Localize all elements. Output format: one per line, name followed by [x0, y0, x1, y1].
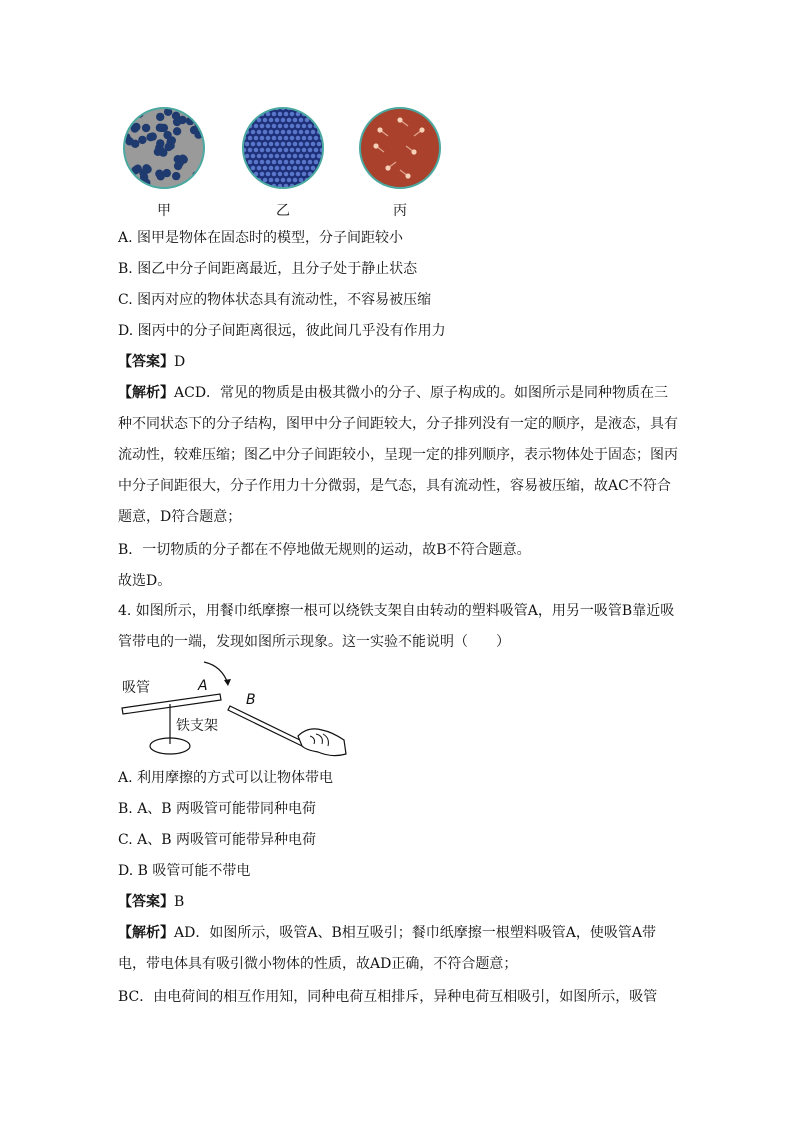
straw-label: 吸管: [122, 680, 150, 696]
solid-model-image: [241, 106, 325, 190]
molecule-dot: [296, 148, 301, 153]
molecule-dot: [314, 160, 319, 165]
molecule-dot: [287, 154, 292, 159]
molecule-dot: [142, 124, 150, 132]
molecule-dot: [242, 184, 247, 189]
molecule-dot: [242, 172, 247, 177]
q4-analysis-bc: BC．由电荷间的相互作用知，同种电荷互相排斥，异种电荷互相吸引，如图所示，吸管: [118, 989, 658, 1005]
molecule-dot: [248, 136, 253, 141]
molecule-dot: [251, 178, 256, 183]
molecule-dot: [296, 124, 301, 129]
molecule-dot: [299, 106, 304, 110]
molecule-dot: [248, 148, 253, 153]
molecule-dot: [311, 178, 316, 183]
analysis-tag: 【解析】: [118, 925, 174, 941]
answer-tag: 【答案】: [118, 894, 174, 910]
molecule-dot: [299, 142, 304, 147]
figure-label-jia: 甲: [157, 203, 171, 219]
molecule-dot: [272, 112, 277, 117]
molecule-dot: [266, 172, 271, 177]
gas-model-image: [358, 106, 442, 190]
molecule-dot: [245, 118, 250, 123]
liquid-model-image: [122, 106, 206, 190]
molecule-dot: [284, 148, 289, 153]
q4-option-a: A. 利用摩擦的方式可以让物体带电: [118, 770, 334, 786]
molecule-dot: [317, 178, 322, 183]
molecule-dot: [172, 172, 180, 180]
molecule-dot: [308, 136, 313, 141]
molecule-dot: [287, 166, 292, 171]
molecule-dot: [281, 166, 286, 171]
molecule-dot: [128, 176, 136, 184]
molecule-dot: [308, 112, 313, 117]
molecule-dot: [293, 142, 298, 147]
molecule-dot: [269, 178, 274, 183]
molecule-dot: [272, 148, 277, 153]
molecule-dot: [254, 184, 259, 189]
molecule-dot: [275, 166, 280, 171]
molecule-dot: [173, 127, 181, 135]
molecule-dot: [323, 118, 325, 123]
molecule-dot: [317, 106, 322, 110]
molecule-dot: [272, 136, 277, 141]
molecule-dot: [287, 142, 292, 147]
molecule-dot: [275, 130, 280, 135]
arrow-head-icon: [224, 679, 231, 686]
analysis-tag: 【解析】: [118, 385, 174, 401]
analysis-text: ACD．常见的物质是由极其微小的分子、原子构成的。如图所示是同种物质在三种不同状态下的分子结构，图甲中分子间距较大，分子排列没有一定的顺序，是液态，具有流动性，较难压缩；图乙中分子间距较小，呈现一定的排列顺序，表示物体处于固态；图丙中分子间距很大，分子作用力十分微弱，是气态，具有流动性，容易被压缩，故AC不符合题意，D符合题意；: [118, 385, 678, 525]
molecule-dot: [254, 148, 259, 153]
molecule-dot: [176, 159, 184, 167]
molecule-dot: [263, 178, 268, 183]
molecule-dot: [290, 160, 295, 165]
molecule-dot: [272, 160, 277, 165]
q4-answer: [118, 892, 184, 912]
molecule-dot: [317, 154, 322, 159]
molecule-dot: [281, 154, 286, 159]
molecule-dot: [275, 118, 280, 123]
molecule-dot: [284, 160, 289, 165]
molecule-dot: [266, 160, 271, 165]
molecule-dot: [254, 160, 259, 165]
molecule-dot: [241, 166, 243, 171]
q3-option-b: B. 图乙中分子间距离最近，且分子处于静止状态: [118, 261, 418, 277]
molecule-dot: [305, 106, 310, 110]
molecule-dot: [266, 124, 271, 129]
molecule-dot: [284, 124, 289, 129]
molecule-dot: [146, 133, 154, 141]
figure-label-yi: 乙: [276, 203, 290, 219]
molecule-dot: [245, 154, 250, 159]
molecule-dot: [257, 130, 262, 135]
molecule-dot: [323, 166, 325, 171]
molecule-dot: [299, 118, 304, 123]
molecule-dot: [284, 136, 289, 141]
answer-value: B: [174, 894, 185, 910]
straw-a: [122, 694, 221, 714]
molecule-dot: [296, 172, 301, 177]
molecule-dot: [317, 118, 322, 123]
molecule-dot: [275, 154, 280, 159]
molecule-dot: [314, 112, 319, 117]
q3-analysis: [118, 378, 678, 533]
molecule-dot: [257, 106, 262, 110]
molecule-dot: [269, 118, 274, 123]
molecule-dot: [320, 172, 325, 177]
label-b: B: [246, 692, 256, 708]
molecule-dot: [278, 148, 283, 153]
molecule-dot: [320, 124, 325, 129]
molecule-dot: [278, 172, 283, 177]
molecule-figure: [118, 106, 458, 219]
molecule-dot: [248, 112, 253, 117]
answer-tag: 【答案】: [118, 354, 174, 370]
molecule-dot: [139, 169, 147, 177]
molecule-dot: [299, 178, 304, 183]
molecule-dot: [299, 166, 304, 171]
molecule-dot: [281, 130, 286, 135]
molecule-dot: [302, 148, 307, 153]
molecule-dot: [323, 106, 325, 110]
molecule-dot: [305, 130, 310, 135]
molecule-dot: [320, 112, 325, 117]
stand-label: 铁支架: [176, 718, 218, 734]
molecule-dot: [302, 160, 307, 165]
molecule-dot: [290, 136, 295, 141]
molecule-dot: [263, 118, 268, 123]
molecule-dot: [266, 148, 271, 153]
answer-value: D: [174, 354, 186, 370]
molecule-dot: [260, 184, 265, 189]
molecule-dot: [245, 142, 250, 147]
molecule-dot: [299, 154, 304, 159]
molecule-dot: [241, 178, 243, 183]
molecule-dot: [257, 166, 262, 171]
molecule-dot: [269, 130, 274, 135]
molecule-dot: [314, 148, 319, 153]
molecule-dot: [275, 178, 280, 183]
molecule-dot: [158, 124, 166, 132]
molecule-dot: [242, 112, 247, 117]
straw-b: [228, 706, 304, 746]
molecule-dot: [308, 160, 313, 165]
molecule-dot: [254, 112, 259, 117]
molecule-dot: [323, 178, 325, 183]
q3-conclusion: 故选D。: [118, 573, 172, 589]
analysis-text: AD．如图所示，吸管A、B相互吸引；餐巾纸摩擦一根塑料吸管A，使吸管A带电，带电体具有吸引微小物体的性质，故AD正确，不符合题意；: [118, 925, 656, 972]
molecule-dot: [263, 106, 268, 110]
molecule-dot: [302, 124, 307, 129]
molecule-dot: [287, 178, 292, 183]
molecule-dot: [305, 142, 310, 147]
molecule-dot: [260, 160, 265, 165]
q4-analysis: [118, 918, 678, 980]
molecule-dot: [314, 136, 319, 141]
q3-option-c: C. 图丙对应的物体状态具有流动性，不容易被压缩: [118, 292, 432, 308]
molecule-dot: [287, 130, 292, 135]
molecule-dot: [266, 136, 271, 141]
molecule-dot: [311, 142, 316, 147]
molecule-dot: [263, 166, 268, 171]
molecule-dot: [293, 118, 298, 123]
rotation-arrow-icon: [204, 662, 228, 684]
molecule-dot: [305, 154, 310, 159]
molecule-dot: [257, 154, 262, 159]
molecule-dot: [257, 142, 262, 147]
molecule-dot: [308, 148, 313, 153]
molecule-dot: [260, 172, 265, 177]
molecule-dot: [284, 112, 289, 117]
molecule-dot: [132, 123, 140, 131]
molecule-dot: [241, 106, 243, 110]
molecule-dot: [293, 166, 298, 171]
molecule-dot: [269, 142, 274, 147]
molecule-dot: [293, 178, 298, 183]
molecule-dot: [281, 142, 286, 147]
molecule-dot: [269, 166, 274, 171]
molecule-dot: [293, 130, 298, 135]
molecule-dot: [156, 139, 164, 147]
figure-label-bing: 丙: [393, 203, 407, 219]
q4-option-b: B. A、B 两吸管可能带同种电荷: [118, 801, 317, 817]
molecule-dot: [248, 160, 253, 165]
molecule-dot: [272, 172, 277, 177]
molecule-dot: [308, 124, 313, 129]
molecule-dot: [284, 172, 289, 177]
molecule-dot: [311, 106, 316, 110]
q3-option-a: A. 图甲是物体在固态时的模型，分子间距较小: [118, 230, 404, 246]
molecule-dot: [241, 118, 243, 123]
molecule-dot: [128, 107, 136, 115]
molecule-dot: [299, 130, 304, 135]
molecule-dot: [296, 136, 301, 141]
molecule-dot: [302, 136, 307, 141]
molecule-dot: [311, 154, 316, 159]
molecule-dot: [260, 136, 265, 141]
molecule-dot: [254, 124, 259, 129]
molecule-dot: [290, 172, 295, 177]
molecule-dot: [275, 142, 280, 147]
molecule-dot: [166, 142, 174, 150]
straw-experiment-figure: [118, 656, 358, 766]
molecule-dot: [263, 130, 268, 135]
molecule-dot: [251, 154, 256, 159]
molecule-dot: [287, 118, 292, 123]
molecule-dot: [245, 178, 250, 183]
molecule-dot: [281, 178, 286, 183]
q4-option-d: D. B 吸管可能不带电: [118, 863, 251, 879]
molecule-dot: [251, 142, 256, 147]
molecule-dot: [263, 154, 268, 159]
molecule-dot: [302, 184, 307, 189]
molecule-dot: [290, 112, 295, 117]
molecule-dot: [296, 160, 301, 165]
q4-option-c: C. A、B 两吸管可能带异种电荷: [118, 832, 316, 848]
molecule-dot: [278, 124, 283, 129]
molecule-dot: [278, 112, 283, 117]
molecule-dot: [302, 172, 307, 177]
molecule-dot: [311, 130, 316, 135]
molecule-dot: [308, 184, 313, 189]
molecule-dot: [278, 136, 283, 141]
molecule-dot: [260, 148, 265, 153]
q3-answer: [118, 352, 185, 372]
molecule-dot: [320, 184, 325, 189]
molecule-dot: [248, 184, 253, 189]
label-a: A: [198, 678, 208, 694]
molecule-dot: [251, 130, 256, 135]
q3-option-d: D. 图丙中的分子间距离很远，彼此间几乎没有作用力: [118, 323, 446, 339]
molecule-dot: [254, 136, 259, 141]
q3-analysis-b: B．一切物质的分子都在不停地做无规则的运动，故B不符合题意。: [118, 542, 531, 558]
molecule-dot: [278, 160, 283, 165]
molecule-dot: [323, 130, 325, 135]
molecule-dot: [269, 154, 274, 159]
molecule-dot: [263, 142, 268, 147]
molecule-dot: [251, 106, 256, 110]
molecule-dot: [129, 181, 137, 189]
molecule-dot: [241, 130, 243, 135]
molecule-dot: [314, 184, 319, 189]
molecule-dot: [245, 106, 250, 110]
molecule-dot: [138, 136, 146, 144]
q4-stem: 4. 如图所示，用餐巾纸摩擦一根可以绕铁支架自由转动的塑料吸管A，用另一吸管B靠近吸管带电的一端，发现如图所示现象。这一实验不能说明（ ）: [118, 603, 675, 650]
molecule-dot: [281, 118, 286, 123]
molecule-dot: [290, 124, 295, 129]
molecule-dot: [193, 180, 201, 188]
molecule-dot: [251, 166, 256, 171]
molecule-dot: [178, 116, 186, 124]
molecule-dot: [293, 154, 298, 159]
molecule-dot: [272, 124, 277, 129]
molecule-dot: [260, 124, 265, 129]
molecule-dot: [163, 169, 171, 177]
molecule-dot: [305, 166, 310, 171]
molecule-dot: [317, 142, 322, 147]
molecule-dot: [242, 124, 247, 129]
molecule-dot: [290, 148, 295, 153]
molecule-dot: [311, 166, 316, 171]
molecule-dot: [156, 113, 164, 121]
